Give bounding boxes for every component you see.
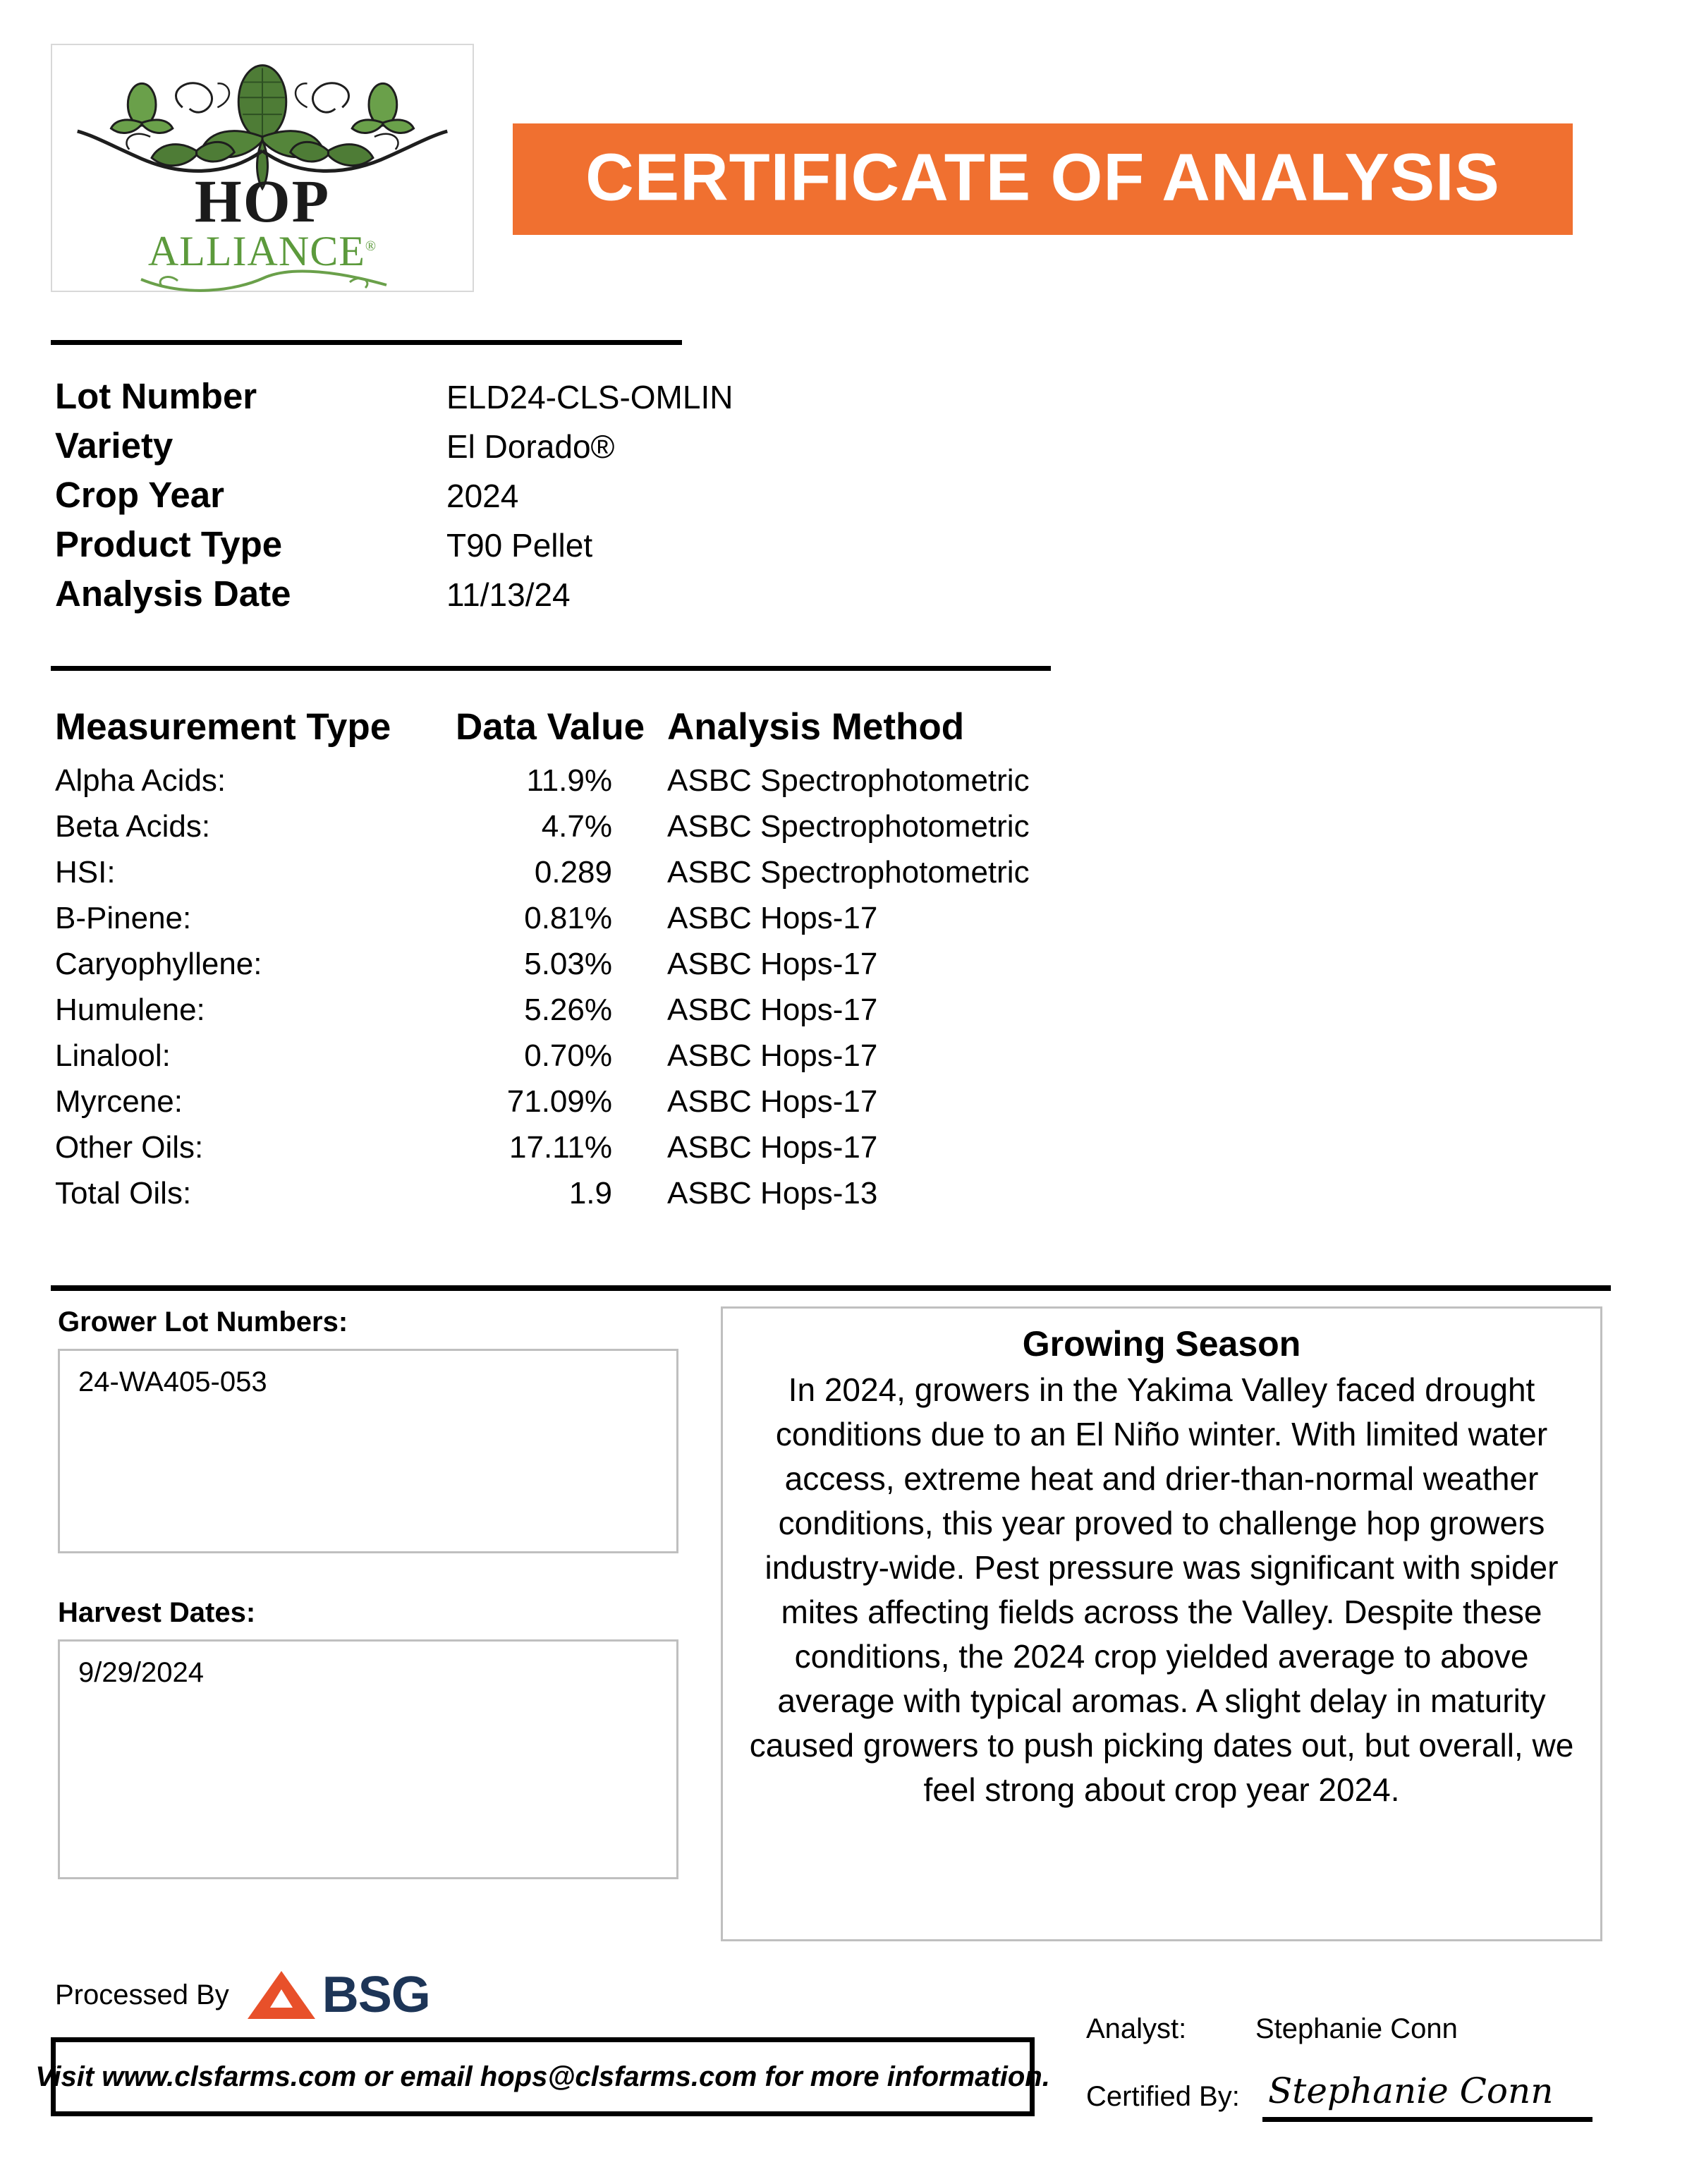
table-header-row xyxy=(55,705,1198,759)
measurement-type: Alpha Acids: xyxy=(55,763,226,798)
measurement-value: 17.11% xyxy=(509,1130,612,1165)
lot-info-row xyxy=(55,471,831,521)
measurement-method: ASBC Spectrophotometric xyxy=(667,809,1030,844)
measurement-value: 0.289 xyxy=(534,855,612,890)
measurement-type: HSI: xyxy=(55,855,116,890)
table-row xyxy=(55,988,1198,1034)
growing-season-body: In 2024, growers in the Yakima Valley faced drought conditions due to an El Niño winter. With limited water access, extreme heat and drier-than-normal weather conditions, this year proved to challenge hop growers industry-wide. Pest pressure was significant with spider mites affecting fields across the Valley. Despite these conditions, the 2024 crop yielded average to above average with typical aromas. A slight delay in maturity caused growers to push picking dates out, but overall, we feel strong about crop year 2024. xyxy=(749,1371,1574,1808)
measurement-value: 0.70% xyxy=(524,1038,612,1073)
measurement-value: 5.03% xyxy=(524,947,612,981)
measurement-method: ASBC Hops-13 xyxy=(667,1176,878,1211)
table-row xyxy=(55,1080,1198,1126)
bsg-wordmark: BSG xyxy=(322,1967,430,2023)
lot-info-row xyxy=(55,521,831,570)
measurement-value: 0.81% xyxy=(524,901,612,935)
product-type-value: T90 Pellet xyxy=(446,527,593,564)
measurement-value: 1.9 xyxy=(568,1176,612,1211)
measurement-value: 11.9% xyxy=(526,763,612,798)
measurement-type: B-Pinene: xyxy=(55,901,192,935)
bsg-triangle-icon xyxy=(245,1968,318,2022)
grower-lot-numbers-label: Grower Lot Numbers: xyxy=(58,1306,348,1337)
measurement-type: Myrcene: xyxy=(55,1084,183,1119)
logo-alliance-text xyxy=(52,230,473,272)
measurement-value: 4.7% xyxy=(541,809,612,844)
measurement-method: ASBC Hops-17 xyxy=(667,1130,878,1165)
variety-label: Variety xyxy=(55,425,173,466)
lot-info-block xyxy=(55,372,831,619)
divider-lower xyxy=(51,1285,1611,1291)
measurement-method: ASBC Spectrophotometric xyxy=(667,763,1030,798)
harvest-date-entry: 9/29/2024 xyxy=(78,1657,204,1688)
measurement-method: ASBC Hops-17 xyxy=(667,947,878,981)
column-header-data-value: Data Value xyxy=(456,706,645,748)
measurement-method: ASBC Hops-17 xyxy=(667,1084,878,1119)
grower-lot-number-entry: 24-WA405-053 xyxy=(78,1366,267,1397)
lot-info-row xyxy=(55,570,831,619)
analysis-date-label: Analysis Date xyxy=(55,574,291,614)
signature-block xyxy=(1086,2007,1594,2142)
table-row xyxy=(55,897,1198,942)
hop-alliance-logo xyxy=(51,44,474,292)
logo-hop-text: HOP xyxy=(194,167,331,235)
lot-number-value: ELD24-CLS-OMLIN xyxy=(446,379,733,415)
table-row xyxy=(55,942,1198,988)
page-title: CERTIFICATE OF ANALYSIS xyxy=(585,140,1500,215)
grower-lot-numbers-box xyxy=(58,1349,678,1553)
measurement-type: Linalool: xyxy=(55,1038,171,1073)
lot-number-label: Lot Number xyxy=(55,376,257,416)
variety-value: El Dorado® xyxy=(446,428,615,465)
analyst-name: Stephanie Conn xyxy=(1255,2013,1458,2044)
measurement-type: Caryophyllene: xyxy=(55,947,262,981)
measurement-method: ASBC Hops-17 xyxy=(667,993,878,1027)
contact-info-text: Visit www.clsfarms.com or email hops@clsfarms.com for more information. xyxy=(35,2061,1050,2092)
contact-info-box xyxy=(35,2037,1050,2116)
crop-year-value: 2024 xyxy=(446,478,519,514)
measurement-method: ASBC Hops-17 xyxy=(667,901,878,935)
harvest-dates-box xyxy=(58,1639,678,1879)
signature-script: Stephanie Conn xyxy=(1268,2070,1554,2111)
measurement-value: 71.09% xyxy=(506,1084,612,1119)
table-row xyxy=(55,1172,1198,1218)
table-row xyxy=(55,759,1198,805)
registered-mark-icon: ® xyxy=(365,238,377,254)
measurement-table xyxy=(55,705,1198,1218)
measurement-value: 5.26% xyxy=(524,993,612,1027)
logo-alliance-word: ALLIANCE xyxy=(147,228,365,274)
table-row xyxy=(55,805,1198,851)
measurement-type: Beta Acids: xyxy=(55,809,211,844)
harvest-dates-label: Harvest Dates: xyxy=(58,1597,256,1628)
column-header-analysis-method: Analysis Method xyxy=(667,706,965,748)
analyst-row xyxy=(1086,2007,1594,2075)
lot-info-row xyxy=(55,372,831,422)
table-row xyxy=(55,1126,1198,1172)
certified-by-label: Certified By: xyxy=(1086,2081,1240,2112)
column-header-measurement-type: Measurement Type xyxy=(55,706,391,748)
table-row xyxy=(55,1034,1198,1080)
table-row xyxy=(55,851,1198,897)
growing-season-title: Growing Season xyxy=(1022,1324,1301,1364)
measurement-type: Total Oils: xyxy=(55,1176,192,1211)
measurement-method: ASBC Hops-17 xyxy=(667,1038,878,1073)
lot-info-row xyxy=(55,422,831,471)
processed-by-label: Processed By xyxy=(55,1979,229,2010)
measurement-type: Humulene: xyxy=(55,993,205,1027)
crop-year-label: Crop Year xyxy=(55,475,225,515)
analyst-label: Analyst: xyxy=(1086,2013,1187,2044)
certificate-banner xyxy=(513,123,1573,235)
logo-flourish xyxy=(137,269,391,293)
divider-middle xyxy=(51,666,1051,671)
measurement-method: ASBC Spectrophotometric xyxy=(667,855,1030,890)
divider-top xyxy=(51,340,682,345)
growing-season-panel xyxy=(721,1306,1602,1941)
measurement-type: Other Oils: xyxy=(55,1130,204,1165)
processed-by-block xyxy=(55,1968,430,2022)
analysis-date-value: 11/13/24 xyxy=(446,576,571,613)
product-type-label: Product Type xyxy=(55,524,283,564)
signature-line xyxy=(1262,2117,1592,2122)
bsg-logo xyxy=(245,1968,430,2022)
